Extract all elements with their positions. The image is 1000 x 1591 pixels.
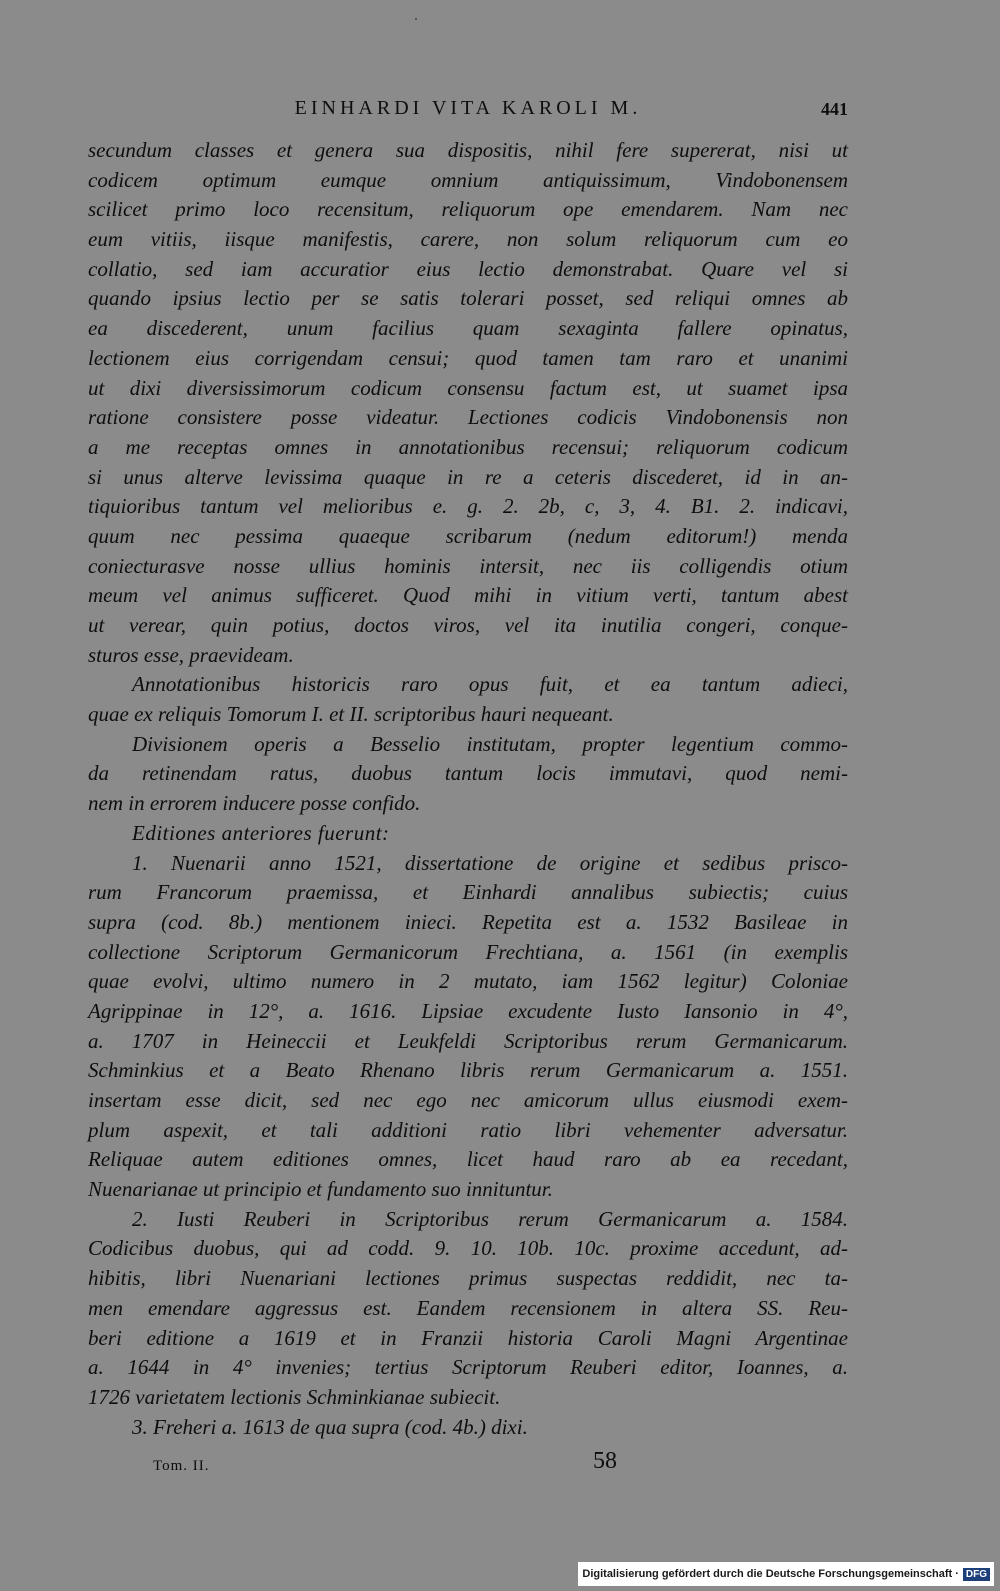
text-line: Nuenarianae ut principio et fundamento suo innituntur. — [88, 1177, 553, 1202]
text-line: insertam esse dicit, sed nec ego nec amicorum ullus eiusmodi exem- — [88, 1088, 848, 1112]
text-line: a. 1707 in Heineccii et Leukfeldi Scriptoribus rerum Germanicarum. — [88, 1028, 848, 1053]
text-line: a me receptas omnes in annotationibus recensui; reliquorum codicum — [88, 434, 848, 459]
text-line: tiquioribus tantum vel melioribus e. g. 2. 2b, c, 3, 4. B1. 2. indicavi, — [88, 494, 848, 519]
text-line: 1726 varietatem lectionis Schminkianae subiecit. — [88, 1384, 501, 1409]
text-line: codicem optimum eumque omnium antiquissimum, Vindobonensem — [88, 167, 848, 192]
page-number: 441 — [821, 99, 848, 119]
text-line: si unus alterve levissima quaque in re a ceteris discederet, id in an- — [88, 464, 848, 489]
text-line: sturos esse, praevideam. — [88, 642, 294, 667]
text-line: Agrippinae in 12°, a. 1616. Lipsiae excudente Iusto Iansonio in 4°, — [88, 998, 848, 1023]
volume-label: Tom. II. — [153, 1458, 210, 1474]
text-line: scilicet primo loco recensitum, reliquorum ope emendarem. Nam nec — [88, 197, 848, 222]
text-line: beri editione a 1619 et in Franzii historia Caroli Magni Argentinae — [88, 1325, 848, 1350]
text-line: meum vel animus sufficeret. Quod mihi in vitium verti, tantum abest — [88, 583, 848, 608]
text-line: supra (cod. 8b.) mentionem inieci. Repetita est a. 1532 Basileae in — [88, 909, 848, 934]
text-line: 2. Iusti Reuberi in Scriptoribus rerum Germanicarum a. 1584. — [132, 1206, 848, 1231]
text-line: ratione consistere posse videatur. Lectiones codicis Vindobonensis non — [88, 405, 848, 430]
text-line: Editiones anteriores fuerunt: — [132, 820, 390, 845]
text-line: collectione Scriptorum Germanicorum Frechtiana, a. 1561 (in exemplis — [88, 939, 848, 964]
text-line: Schminkius et a Beato Rhenano libris rerum Germanicarum a. 1551. — [88, 1058, 848, 1083]
running-title: EINHARDI VITA KAROLI M. — [294, 97, 642, 119]
text-line: 3. Freheri a. 1613 de qua supra (cod. 4b.) dixi. — [132, 1414, 528, 1439]
text-line: plum aspexit, et tali additioni ratio libri vehementer adversatur. — [88, 1117, 848, 1142]
running-head — [88, 97, 848, 127]
text-line: quando ipsius lectio per se satis tolerari posset, sed reliqui omnes ab — [88, 286, 848, 311]
signature-mark: 58 — [593, 1448, 617, 1474]
text-line: quum nec pessima quaeque scribarum (nedum editorum!) menda — [88, 523, 848, 548]
text-line: da retinendam ratus, duobus tantum locis immutavi, quod nemi- — [88, 761, 848, 786]
text-line: 1. Nuenarii anno 1521, dissertatione de origine et sedibus prisco- — [132, 850, 848, 875]
credit-text: Digitalisierung gefördert durch die Deutsche Forschungsgemeinschaft · — [582, 1568, 959, 1580]
text-line: eum vitiis, iisque manifestis, carere, non solum reliquorum cum eo — [88, 227, 848, 252]
text-line: rum Francorum praemissa, et Einhardi annalibus subiectis; cuius — [88, 880, 848, 905]
text-line: collatio, sed iam accuratior eius lectio demonstrabat. Quare vel si — [88, 256, 848, 281]
text-line: secundum classes et genera sua dispositis, nihil fere supererat, nisi ut — [88, 138, 848, 162]
dfg-logo-icon: DFG — [963, 1568, 990, 1581]
text-line: ut dixi diversissimorum codicum consensu factum est, ut suamet ipsa — [88, 375, 848, 400]
text-line: quae evolvi, ultimo numero in 2 mutato, iam 1562 legitur) Coloniae — [88, 969, 848, 994]
text-line: lectionem eius corrigendam censui; quod tamen tam raro et unanimi — [88, 345, 848, 370]
text-line: hibitis, libri Nuenariani lectiones primus suspectas reddidit, nec ta- — [88, 1266, 848, 1291]
text-line: nem in errorem inducere posse confido. — [88, 791, 421, 816]
body-text — [88, 136, 848, 1442]
text-line: Reliquae autem editiones omnes, licet haud raro ab ea recedant, — [88, 1147, 848, 1172]
text-line: Codicibus duobus, qui ad codd. 9. 10. 10b. 10c. proxime accedunt, ad- — [88, 1236, 848, 1261]
text-line: quae ex reliquis Tomorum I. et II. scriptoribus hauri nequeant. — [88, 702, 614, 727]
text-line: Divisionem operis a Besselio institutam, propter legentium commo- — [132, 731, 848, 756]
scan-speck — [415, 18, 417, 20]
digitization-credit — [578, 1562, 994, 1586]
text-line: ea discederent, unum facilius quam sexaginta fallere opinatus, — [88, 316, 848, 341]
page-footer — [88, 1448, 848, 1488]
text-line: men emendare aggressus est. Eandem recensionem in altera SS. Reu- — [88, 1295, 848, 1320]
text-line: Annotationibus historicis raro opus fuit, et ea tantum adieci, — [132, 672, 848, 697]
text-line: a. 1644 in 4° invenies; tertius Scriptorum Reuberi editor, Ioannes, a. — [88, 1355, 848, 1380]
text-line: coniecturasve nosse ullius hominis intersit, nec iis colligendis otium — [88, 553, 848, 578]
text-line: ut verear, quin potius, doctos viros, vel ita inutilia congeri, conque- — [88, 613, 848, 637]
